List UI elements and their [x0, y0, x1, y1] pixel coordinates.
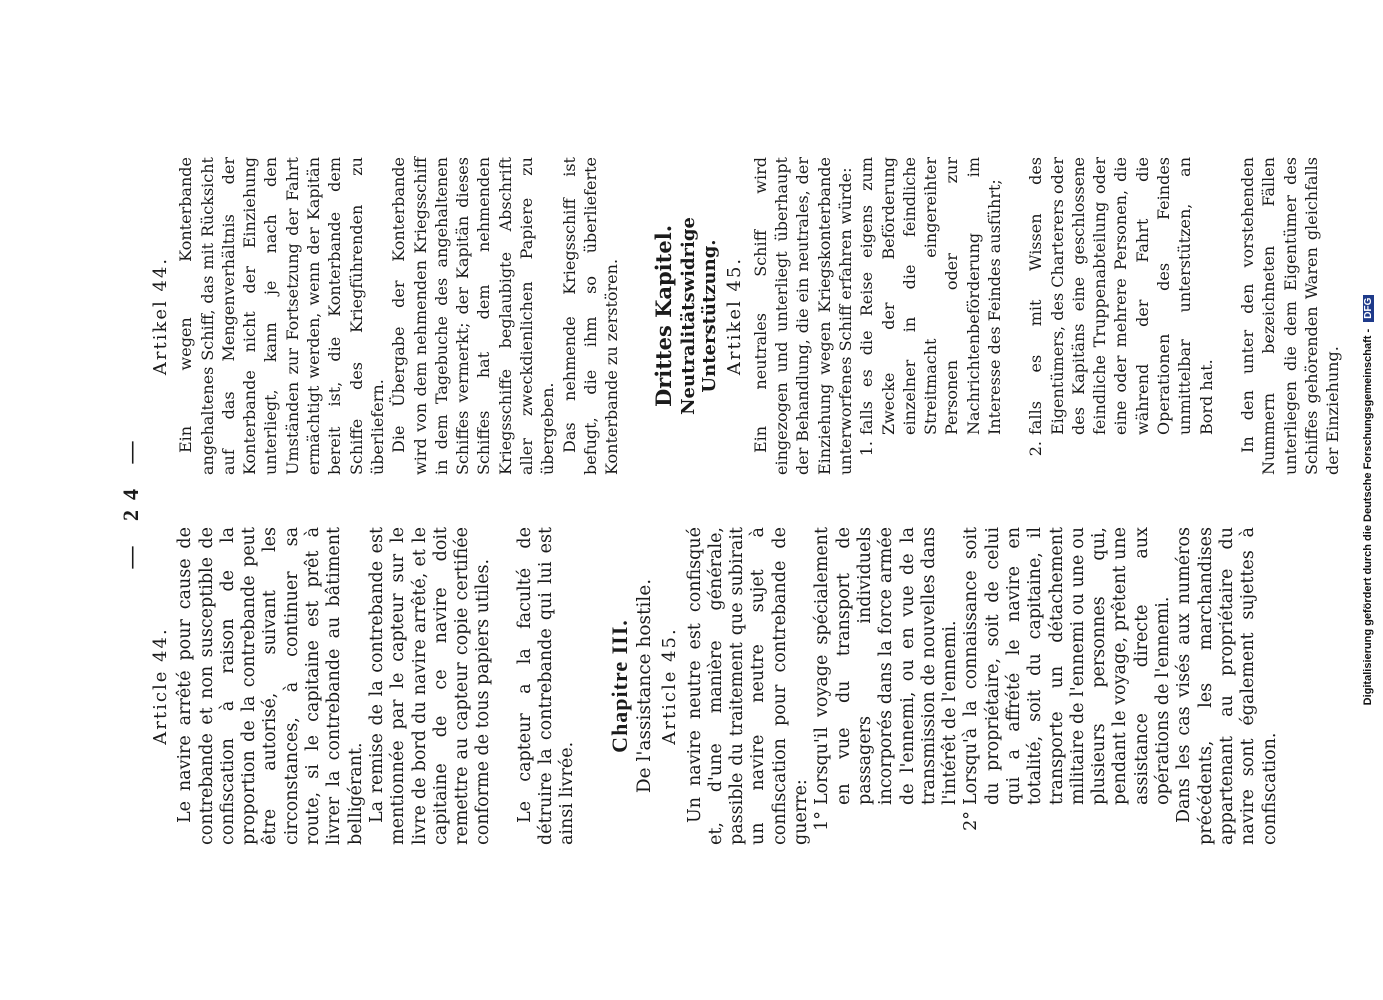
german-chapter-title: Drittes Kapitel.	[650, 224, 676, 408]
digitization-credit	[1362, 0, 1374, 1000]
german-article-44-paragraph-1: Ein wegen Konterbande angehaltenes Schiff, das mit Rücksicht auf das Mengenverhältnis der Konterbande nicht der Einziehung unterliegt, kann je nach den Umständen zur Fortsetzung der Fahrt ermächtigt werden, wenn der Kapitän bereit ist, die Konterbande dem Schiffe des Kriegführenden zu überliefern.	[176, 157, 387, 475]
french-chapter-subtitle: De l'assistance hostile.	[633, 578, 655, 794]
french-item-1-number: 1°	[812, 811, 833, 831]
french-list-item-1	[812, 527, 961, 845]
german-article-44-paragraph-2: Die Übergabe der Konterbande wird von dem nehmenden Kriegsschiff in dem Tagebuche des angehaltenen Schiffes vermerkt; der Kapitän dieses Schiffes hat dem nehmenden Kriegsschiffe beglaubigte Abschrift aller zweckdienlichen Papiere zu übergeben.	[389, 157, 558, 475]
french-item-2-number: 2°	[961, 811, 982, 831]
french-article-44-paragraph-3: Le capteur a la faculté de détruire la contrebande qui lui est ainsi livrée.	[514, 527, 578, 845]
french-column	[150, 527, 1281, 845]
page-number: — 24 —	[118, 431, 143, 569]
french-article-45-paragraph-2: Dans les cas visés aux numéros précédents, les marchandises appartenant au propriétaire du navire sont également sujettes à confiscation.	[1174, 527, 1280, 845]
french-chapter-title: Chapitre III.	[606, 619, 632, 753]
french-article-44-paragraph-2: La remise de la contrebande est mentionnée par le capteur sur le livre de bord du navire arrêté, et le capitaine de ce navire doit remettre au capteur copie certifiée conforme de tous papiers utiles.	[366, 527, 494, 845]
german-item-1-number: 1.	[857, 441, 877, 457]
german-article-45-paragraph-1: Ein neutrales Schiff wird eingezogen und unterliegt überhaupt der Behandlung, die ein neutrales, der Einziehung wegen Kriegskonterbande unterworfenes Schiff erfahren würde:	[750, 157, 855, 475]
german-item-1-text: falls es die Reise eigens zum Zwecke der Beförderung einzelner in die feindliche Streitmacht eingereihter Personen oder zur Nachrichtenbeförderung im Interesse des Feindes ausführt;	[857, 157, 1004, 435]
german-item-2-text: falls es mit Wissen des Eigentümers, des Charterers oder des Kapitäns eine geschlossene feindliche Truppenabteilung oder eine oder mehrere Personen, die während der Fahrt die Operationen des Feindes unmittelbar unterstützen, an Bord hat.	[1026, 157, 1216, 435]
german-article-45-title: Artikel 45.	[724, 256, 746, 376]
german-article-44-title: Artikel 44.	[150, 256, 171, 376]
german-article-45-paragraph-2: In den unter den vorstehenden Nummern bezeichneten Fällen unterliegen die dem Eigentümer des Schiffes gehörenden Waren gleichfalls der Einziehung.	[1237, 157, 1343, 475]
french-list-item-2	[961, 527, 1174, 845]
french-article-44-paragraph-1: Le navire arrêté pour cause de contrebande et non susceptible de confiscation à raison de la proportion de la contrebande peut être autorisé, suivant les circonstances, à continuer sa route, si le capitaine est prêt à livrer la contrebande au bâtiment belligérant.	[175, 527, 366, 845]
french-item-1-text: Lorsqu'il voyage spécialement en vue du transport de passagers individuels incorporés dans la force armée de l'ennemi, ou en vue de la transmission de nouvelles dans l'intérêt de l'ennemi.	[812, 527, 961, 805]
german-chapter-subtitle: Neutralitätswidrige Unterstützung.	[677, 217, 721, 415]
german-article-44-paragraph-3: Das nehmende Kriegsschiff ist befugt, die ihm so überlieferte Konterbande zu zerstören.	[559, 157, 622, 475]
french-article-45-title: Article 45.	[659, 627, 681, 745]
french-item-2-text: Lorsqu'à la connaissance soit du propriétaire, soit de celui qui a affrété le navire en totalité, soit du capitaine, il transporte un détachement militaire de l'ennemi ou une ou plusieurs personnes qui, pendant le voyage, prêtent une assistance directe aux opérations de l'ennemi.	[961, 527, 1174, 805]
german-list-item-2	[1025, 157, 1217, 475]
german-item-2-number: 2.	[1026, 441, 1046, 457]
german-column	[150, 157, 1343, 475]
french-article-44-title: Article 44.	[150, 627, 171, 745]
dfg-logo: DFG	[1363, 295, 1374, 322]
french-article-45-paragraph-1: Un navire neutre est confisqué et, d'une manière générale, passible du traitement que subirait un navire neutre sujet à confiscation pour contrebande de guerre:	[684, 527, 812, 845]
german-list-item-1	[856, 157, 1005, 475]
digitization-credit-text: Digitalisierung gefördert durch die Deutsche Forschungsgemeinschaft -	[1362, 328, 1374, 706]
